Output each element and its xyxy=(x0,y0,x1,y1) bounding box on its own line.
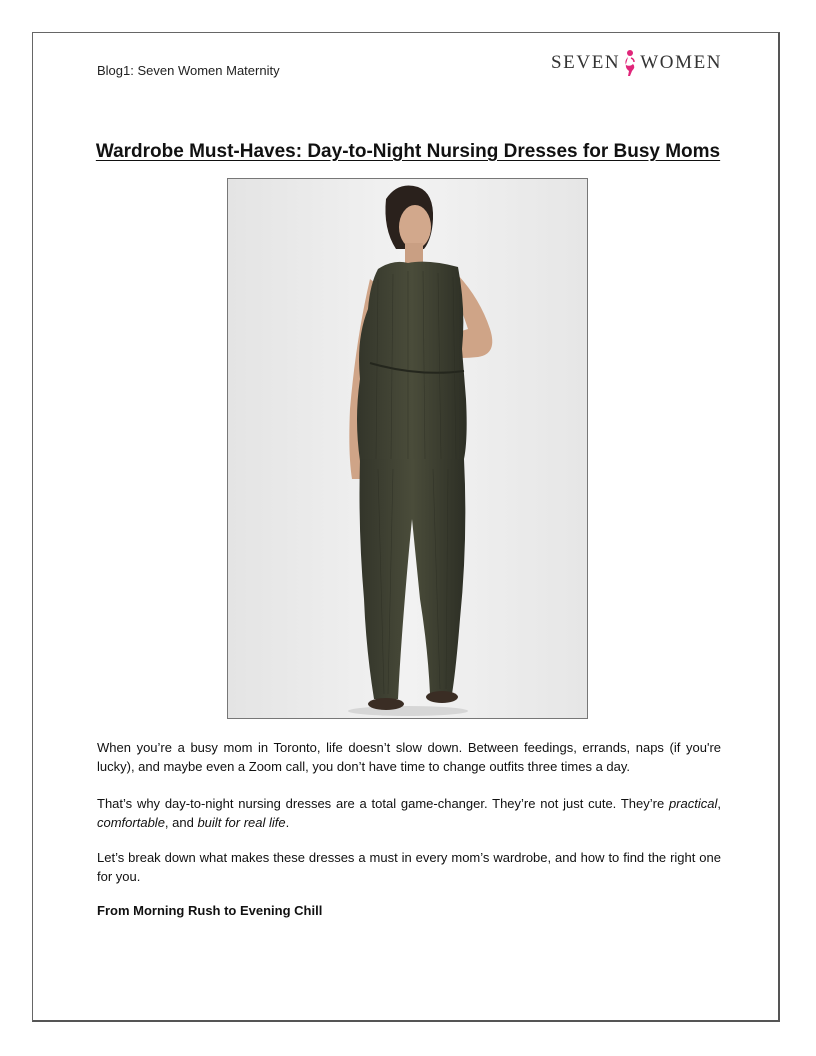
p2-emphasis-comfortable: comfortable xyxy=(97,815,165,830)
p2-emphasis-practical: practical xyxy=(668,796,718,811)
blog-label: Blog1: Seven Women Maternity xyxy=(97,63,280,78)
paragraph-breakdown xyxy=(97,848,721,886)
p2-start: That’s why day-to-night nursing dresses are a total game-changer. They’re not just cute. They’re xyxy=(97,796,669,811)
logo-text-right: WOMEN xyxy=(640,52,723,73)
p2-end: . xyxy=(285,815,290,830)
paragraph-gamechanger xyxy=(97,794,721,832)
p2-sep1: , xyxy=(717,796,721,811)
paragraph-intro xyxy=(97,738,721,776)
section-subheading: From Morning Rush to Evening Chill xyxy=(97,903,323,918)
brand-logo[interactable] xyxy=(551,49,722,77)
page-title: Wardrobe Must-Haves: Day-to-Night Nursing Dresses for Busy Moms xyxy=(95,141,721,162)
hero-image xyxy=(227,178,588,719)
paragraph-intro-text: When you’re a busy mom in Toronto, life doesn’t slow down. Between feedings, errands, naps (if you're lucky), and maybe even a Zoom call, you don’t have time to change outfits three times a day. xyxy=(97,740,721,774)
hero-photo xyxy=(228,179,587,718)
paragraph-breakdown-text: Let’s break down what makes these dresses a must in every mom’s wardrobe, and how to find the right one for you. xyxy=(97,850,721,884)
paragraph-gamechanger-text xyxy=(97,794,721,832)
p2-emphasis-real-life: built for real life xyxy=(197,815,286,830)
p2-sep2: , and xyxy=(164,815,198,830)
maternity-figure-icon xyxy=(621,49,639,77)
logo-text-left: SEVEN xyxy=(551,52,621,73)
